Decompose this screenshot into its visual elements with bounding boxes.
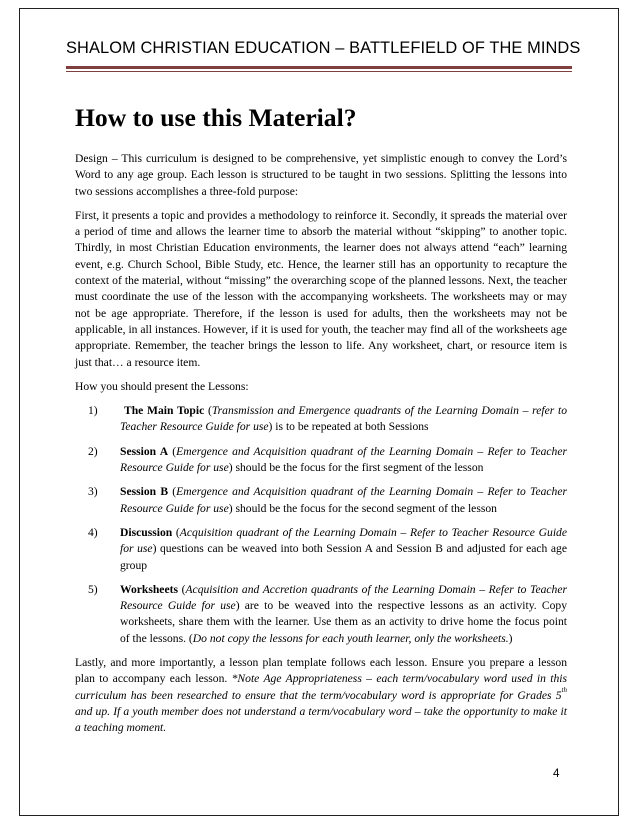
lesson-note: Acquisition and Accretion quadrants of the Learning Domain – Refer to Teacher Resource Guide for use	[120, 582, 567, 613]
lesson-name: Session A	[120, 444, 169, 458]
lesson-name: Discussion	[120, 525, 173, 539]
lesson-item-worksheets: 5) Worksheets (Acquisition and Accretion quadrants of the Learning Domain – Refer to Teacher Resource Guide for use) are to be weaved into the respective lessons as an activity. Copy worksheets, share them with the learner. Use them as an activity to drive home the focus point of the lessons. (Do not copy the lessons for each youth learner, only the worksheets.)	[88, 582, 567, 645]
list-number: 4)	[88, 525, 98, 539]
lesson-note: Emergence and Acquisition quadrant of the Learning Domain – Refer to Teacher Resource Guide for use	[120, 485, 567, 515]
design-paragraph: Design – This curriculum is designed to be comprehensive, yet simplistic enough to convey the Lord’s Word to any age group. Each lesson is structured to be taught in two sessions. Splitting the lessons into two sessions accomplishes a three-fold purpose:	[75, 152, 567, 198]
lesson-name: Session B	[120, 485, 169, 499]
lesson-note: Do not copy the lessons for each youth learner, only the worksheets.	[192, 631, 509, 645]
how-intro-paragraph: How you should present the Lessons:	[75, 379, 249, 393]
lesson-item-session-a: 2) Session A (Emergence and Acquisition quadrant of the Learning Domain – Refer to Teacher Resource Guide for use) should be the focus for the first segment of the lesson	[88, 444, 567, 475]
list-number: 3)	[88, 485, 98, 499]
running-header: SHALOM CHRISTIAN EDUCATION – BATTLEFIELD OF THE MINDS	[66, 39, 581, 57]
header-rule-thick	[66, 66, 572, 69]
header-rule-thin	[66, 71, 572, 72]
age-appropriateness-note: *Note Age Appropriateness – each term/vocabulary word used in this curriculum has been researched to ensure that the term/vocabulary word is appropriate for Grades 5	[75, 672, 567, 702]
lesson-note: Transmission and Emergence quadrants of the Learning Domain – refer to Teacher Resource Guide for use	[120, 404, 567, 434]
document-body	[75, 151, 567, 745]
lesson-note: Acquisition quadrant of the Learning Domain – Refer to Teacher Resource Guide for use	[120, 525, 567, 556]
list-number: 1)	[88, 404, 98, 418]
list-number: 5)	[88, 582, 98, 596]
lesson-name: Worksheets	[120, 582, 178, 596]
closing-paragraph: Lastly, and more importantly, a lesson plan template follows each lesson. Ensure you prepare a lesson plan to accompany each lesson. *Note Age Appropriateness – each term/vocabulary word used in this curriculum has been researched to ensure that the term/vocabulary word is appropriate for Grades 5th and up. If a youth member does not understand a term/vocabulary word – take the opportunity to make it a teaching moment.	[75, 656, 567, 735]
lesson-note: Emergence and Acquisition quadrant of the Learning Domain – Refer to Teacher Resource Guide for use	[120, 444, 567, 475]
lesson-item-session-b: 3) Session B (Emergence and Acquisition quadrant of the Learning Domain – Refer to Teacher Resource Guide for use) should be the focus for the second segment of the lesson	[88, 485, 567, 515]
purpose-paragraph: First, it presents a topic and provides a methodology to reinforce it. Secondly, it spreads the material over a period of time and allows the learner time to absorb the material without “skipping” to another topic. Thirdly, in most Christian Education environments, the learner does not always attend “each” learning event, e.g. Church School, Bible Study, etc. Hence, the learner still has an opportunity to recapture the context of the material, without “missing” the overarching scope of the planned lessons. Next, the teacher must coordinate the use of the lesson with the accompanying worksheets. The worksheets may or may not be age appropriate. Therefore, if the lesson is used for adults, then the worksheets may not be applicable, in all instances. However, if it is used for youth, the teacher may find all of the worksheets age appropriate. Remember, the teacher brings the lesson to life. Any worksheet, chart, or resource item is just that… a resource item.	[75, 208, 567, 369]
ordinal-superscript: th	[561, 685, 567, 694]
lesson-list	[75, 403, 567, 647]
lesson-name: The Main Topic	[124, 404, 205, 418]
list-number: 2)	[88, 444, 98, 458]
page-title: How to use this Material?	[75, 103, 357, 132]
lesson-item-discussion: 4) Discussion (Acquisition quadrant of the Learning Domain – Refer to Teacher Resource Guide for use) questions can be weaved into both Session A and Session B and adjusted for each age group	[88, 525, 568, 572]
page-number: 4	[553, 767, 560, 780]
lesson-item-main-topic: 1) The Main Topic (Transmission and Emergence quadrants of the Learning Domain – refer to Teacher Resource Guide for use) is to be repeated at both Sessions	[88, 404, 567, 434]
age-appropriateness-note-cont: and up. If a youth member does not understand a term/vocabulary word – take the opportunity to make it a teaching moment.	[75, 704, 567, 735]
